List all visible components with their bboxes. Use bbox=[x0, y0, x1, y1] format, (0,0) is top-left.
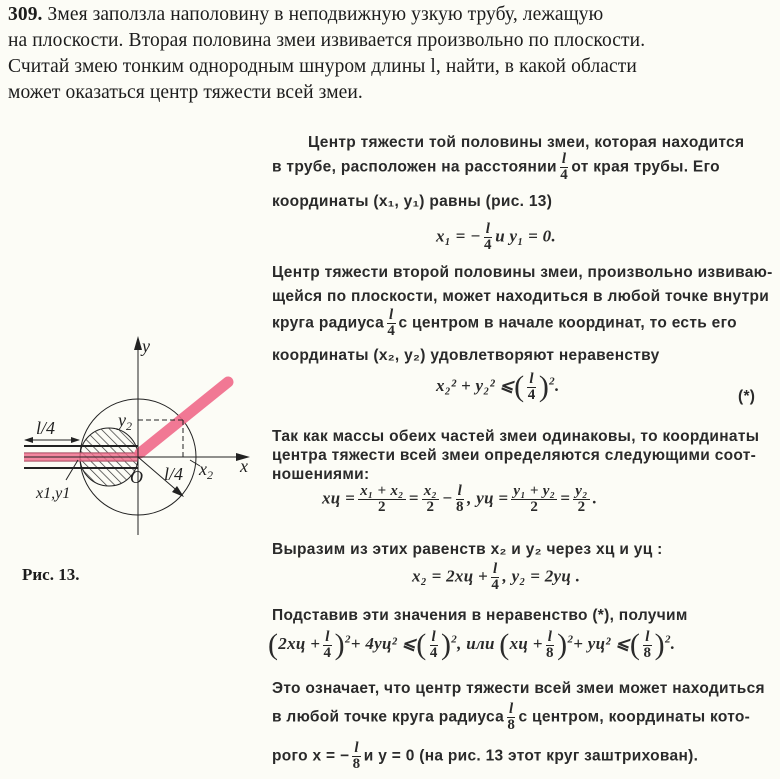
problem-line-4: может оказаться центр тяжести всей змеи. bbox=[8, 82, 363, 103]
solution-line: щейся по плоскости, может находиться в любой точке внутри bbox=[272, 288, 770, 305]
solution-line: Подставив эти значения в неравенство (*), получим bbox=[272, 607, 688, 624]
solution-line: координаты (x₂, y₂) удовлетворяют неравенству bbox=[272, 347, 660, 364]
solution-line: в трубе, расположен на расстоянии $\frac{l}{4}$ от края трубы. Его bbox=[272, 151, 720, 183]
fraction: $\frac{l}{4}$ bbox=[560, 151, 569, 183]
label-y: y bbox=[142, 336, 150, 356]
label-x: x bbox=[240, 456, 248, 476]
solution-line: Так как массы обеих частей змеи одинаковы, то координаты bbox=[272, 428, 760, 445]
label-x2: $x_2$ bbox=[199, 459, 213, 482]
snake-free bbox=[140, 382, 228, 453]
solution-line: центра тяжести всей змеи определяются следующими соот- bbox=[272, 447, 757, 464]
problem-line-2: на плоскости. Вторая половина змеи извивается произвольно по плоскости. bbox=[8, 30, 646, 51]
problem-line-3: Считай змею тонким однородным шнуром длины l, найти, в какой области bbox=[8, 56, 637, 77]
problem-number: 309. bbox=[8, 4, 43, 25]
solution-line: Центр тяжести той половины змеи, которая находится bbox=[308, 134, 745, 151]
solution-line: ношениями: bbox=[272, 466, 370, 483]
solution-line: Выразим из этих равенств x₂ и y₂ через xц и yц : bbox=[272, 541, 663, 558]
formula-x2: x₂ = 2xц + $\frac{l}{4}$ , y₂ = 2yц . bbox=[412, 561, 581, 593]
label-x1y1: x1,y1 bbox=[36, 485, 71, 502]
label-l4-top: l/4 bbox=[36, 418, 56, 438]
solution-line: круга радиуса $\frac{l}{4}$ с центром в начале координат, то есть его bbox=[272, 307, 737, 339]
formula-center: xц = $\frac{\text{x₁ + x₂}}{2}$ = $\frac{\text{x₂}}{2}$ − $\frac{l}{8}$ , yц = $\frac{\text{y₁ + y₂}}{2}$ = $\frac{\text{y₂}}{2}$ . bbox=[322, 483, 598, 515]
solution-line: Это означает, что центр тяжести всей змеи может находиться bbox=[272, 680, 765, 697]
equation-mark: (*) bbox=[738, 388, 756, 405]
figure-caption: Рис. 13. bbox=[22, 565, 80, 584]
formula-substituted: (2xц + $\frac{l}{4}$ )$^2$+ 4yц² ⩽( $\frac{l}{4}$ )$^2$, или (xц + $\frac{l}{8}$ )$^2$+ yц² ⩽( $\frac{l}{8}$ )$^2$. bbox=[268, 628, 676, 661]
solution-line: рого x = − $\frac{l}{8}$ и y = 0 (на рис. 13 этот круг заштрихован). bbox=[272, 740, 699, 772]
formula-x1: x₁ = − $\frac{l}{4}$ и y₁ = 0. bbox=[436, 221, 557, 253]
solution-line: координаты (x₁, y₁) равны (рис. 13) bbox=[272, 193, 553, 210]
label-y2: $y_2$ bbox=[118, 410, 132, 433]
figure-13 bbox=[0, 320, 270, 565]
formula-inequality: x₂² + y₂² ⩽( $\frac{l}{4}$ )$^2$. bbox=[436, 370, 560, 403]
label-l4-radius: l/4 bbox=[164, 464, 184, 484]
problem-line-1: 309. Змея заползла наполовину в неподвижную узкую трубу, лежащую bbox=[8, 4, 604, 25]
solution-line: в любой точке круга радиуса $\frac{l}{8}$ с центром, координаты кото- bbox=[272, 701, 751, 733]
label-origin: O bbox=[130, 467, 143, 487]
solution-line: Центр тяжести второй половины змеи, произвольно извиваю- bbox=[272, 264, 773, 281]
